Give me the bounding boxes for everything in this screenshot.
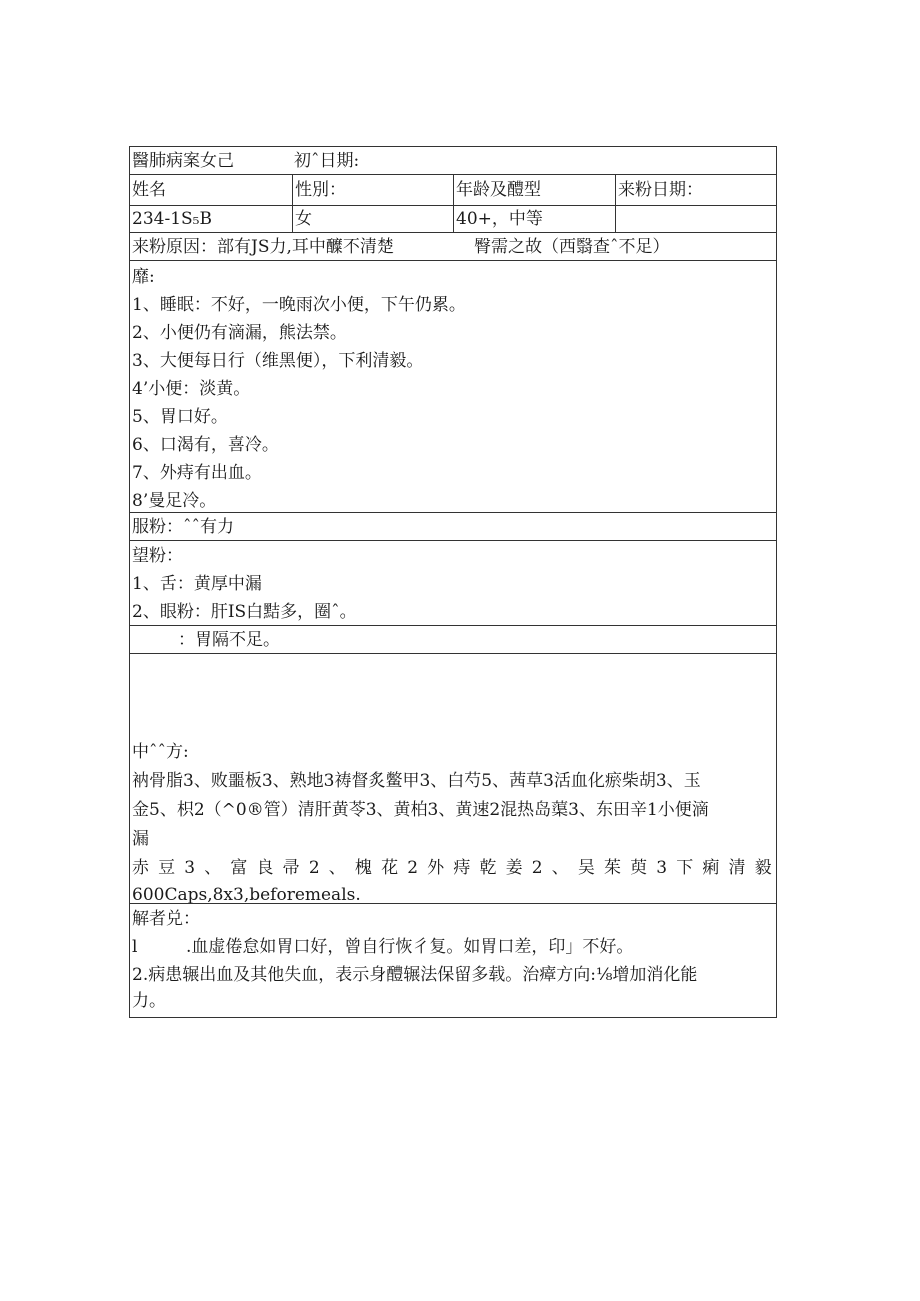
prescription-heading: 中ˆˆ方: [132,742,189,762]
rx-token: 清 [728,858,746,878]
symptom-item: 1、睡眠：不好，一晚雨次小便，下午仍累。 [132,295,466,315]
patient-id-value: 234-1S₅B [132,209,212,229]
symptom-item: 2、小便仍有滴漏，熊法禁。 [132,323,347,343]
visit-date-header: 来粉日期： [615,175,778,205]
explanation-item-text: .血虚倦怠如胃口好，曾自行恢彳复。如胃口差，印」不好。 [186,937,634,957]
symptom-item: 4’小便：淡黄。 [132,379,251,399]
case-form [129,146,777,1018]
rx-token: 吴 [577,858,595,878]
explanation-item-number: l [132,937,138,957]
case-title: 醫肺病案女己 [132,151,234,171]
rx-token: 痢 [702,858,720,878]
symptom-item: 5、胃口好。 [132,407,228,427]
rx-token: 富 [230,858,248,878]
prescription-line-justified [130,854,776,883]
rx-token: 3 [656,858,668,878]
inspection-item: 2、眼粉：肝IS白黠多，圈ˆ。 [132,602,357,622]
rx-token: 外 [427,858,445,878]
inspection-section [130,540,776,625]
rx-token: 姜 [505,858,523,878]
symptoms-section [130,260,776,512]
rx-token: 帚 [282,858,300,878]
first-visit-date-label: 初ˆ日期: [294,151,360,171]
rx-token: 、 [551,858,569,878]
reason-text-continued: 臀需之故（西翳查ˆ不足） [474,237,670,257]
explanation-item: 2.病患辗出血及其他失血，表示身醴辗法保留多载。治瘴方向:⅛增加消化能 [132,965,698,985]
pulse-text: 服粉：ˆˆ有力 [132,517,234,537]
info-header-row [130,174,776,205]
rx-token: 、 [204,858,222,878]
diagnosis-row [130,625,776,653]
reason-text: 来粉原因：部有JS力,耳中醾不清楚 [132,237,394,257]
rx-token: 毅 [754,858,772,878]
symptom-item: 6、口渴有，喜冷。 [132,435,279,455]
rx-token: 、 [328,858,346,878]
sex-value: 女 [292,206,453,232]
rx-token: 花 [381,858,399,878]
rx-token: 乾 [479,858,497,878]
rx-token: 下 [676,858,694,878]
explanation-item [130,933,776,961]
symptoms-heading: 靡: [132,267,155,287]
info-value-row [130,205,776,232]
symptom-item: 7、外痔有出血。 [132,463,262,483]
name-header: 姓名 [132,180,166,200]
rx-token: 槐 [354,858,372,878]
rx-token: 2 [308,858,320,878]
explanation-section [130,903,776,1017]
rx-token: 良 [256,858,274,878]
prescription-section [130,653,776,903]
diagnosis-text: ：胃隔不足。 [178,630,280,650]
rx-token: 豆 [158,858,176,878]
explanation-item-continued: 力。 [132,991,166,1011]
pulse-row [130,512,776,540]
rx-token: 茱 [603,858,621,878]
symptom-item: 8’曼足冷。 [132,491,217,511]
prescription-dosage: 600Caps,8x3,beforemeals. [132,885,361,905]
rx-token: 2 [531,858,543,878]
sex-header: 性別： [292,175,453,205]
rx-token: 痔 [453,858,471,878]
rx-token: 赤 [132,858,149,878]
age-build-value: 40+，中等 [453,206,615,232]
age-build-header: 年龄及醴型 [453,175,615,205]
title-row [130,147,776,174]
reason-row [130,232,776,260]
explanation-heading: 解者兑： [132,909,200,929]
inspection-item: 1、舌：黄厚中漏 [132,574,262,594]
rx-token: 2 [407,858,419,878]
prescription-line: 衲骨脂3、败噩板3、熟地3祷督炙鳖甲3、白芍5、茜草3活血化瘀柴胡3、玉 [132,771,701,791]
prescription-line: 漏 [132,829,149,849]
visit-date-value [615,206,778,232]
rx-token: 3 [184,858,196,878]
rx-token: 萸 [630,858,648,878]
symptom-item: 3、大便每日行（维黑便），下利清毅。 [132,351,424,371]
prescription-line: 金5、枳2（^0®管）清肝黄苓3、黄柏3、黄速2混热岛蕖3、东田辛1小便滴 [132,800,709,820]
inspection-heading: 望粉： [132,546,183,566]
